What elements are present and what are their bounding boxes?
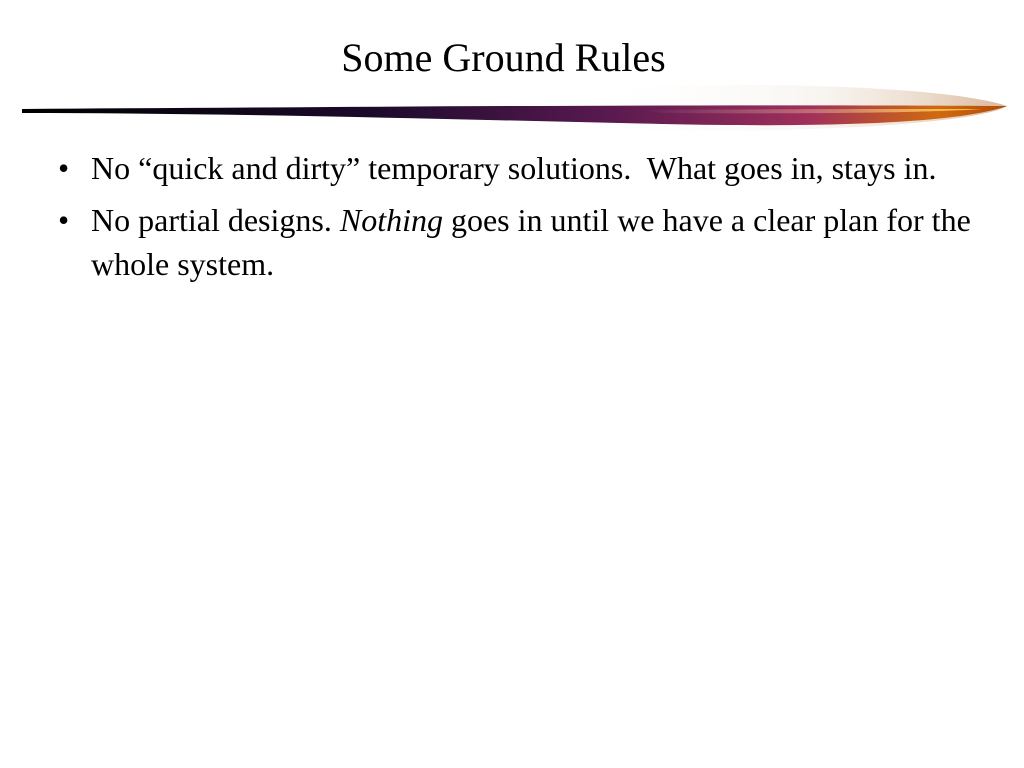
list-item (58, 198, 978, 286)
bullet-text-before: No partial designs. (91, 202, 340, 238)
bullet-emphasis: Nothing (339, 202, 443, 238)
bullet-text: No “quick and dirty” temporary solutions. What goes in, stays in. (91, 150, 937, 186)
list-item (58, 146, 978, 190)
bullet-text-after: goes in until we have a clear plan for the whole system. (91, 202, 979, 282)
title-divider-swoosh (22, 82, 1012, 136)
slide-title: Some Ground Rules (341, 35, 666, 80)
swoosh-line (22, 105, 1007, 125)
bullet-marker: • (58, 150, 70, 186)
bullet-marker: • (58, 202, 70, 238)
bullet-list (58, 146, 978, 294)
